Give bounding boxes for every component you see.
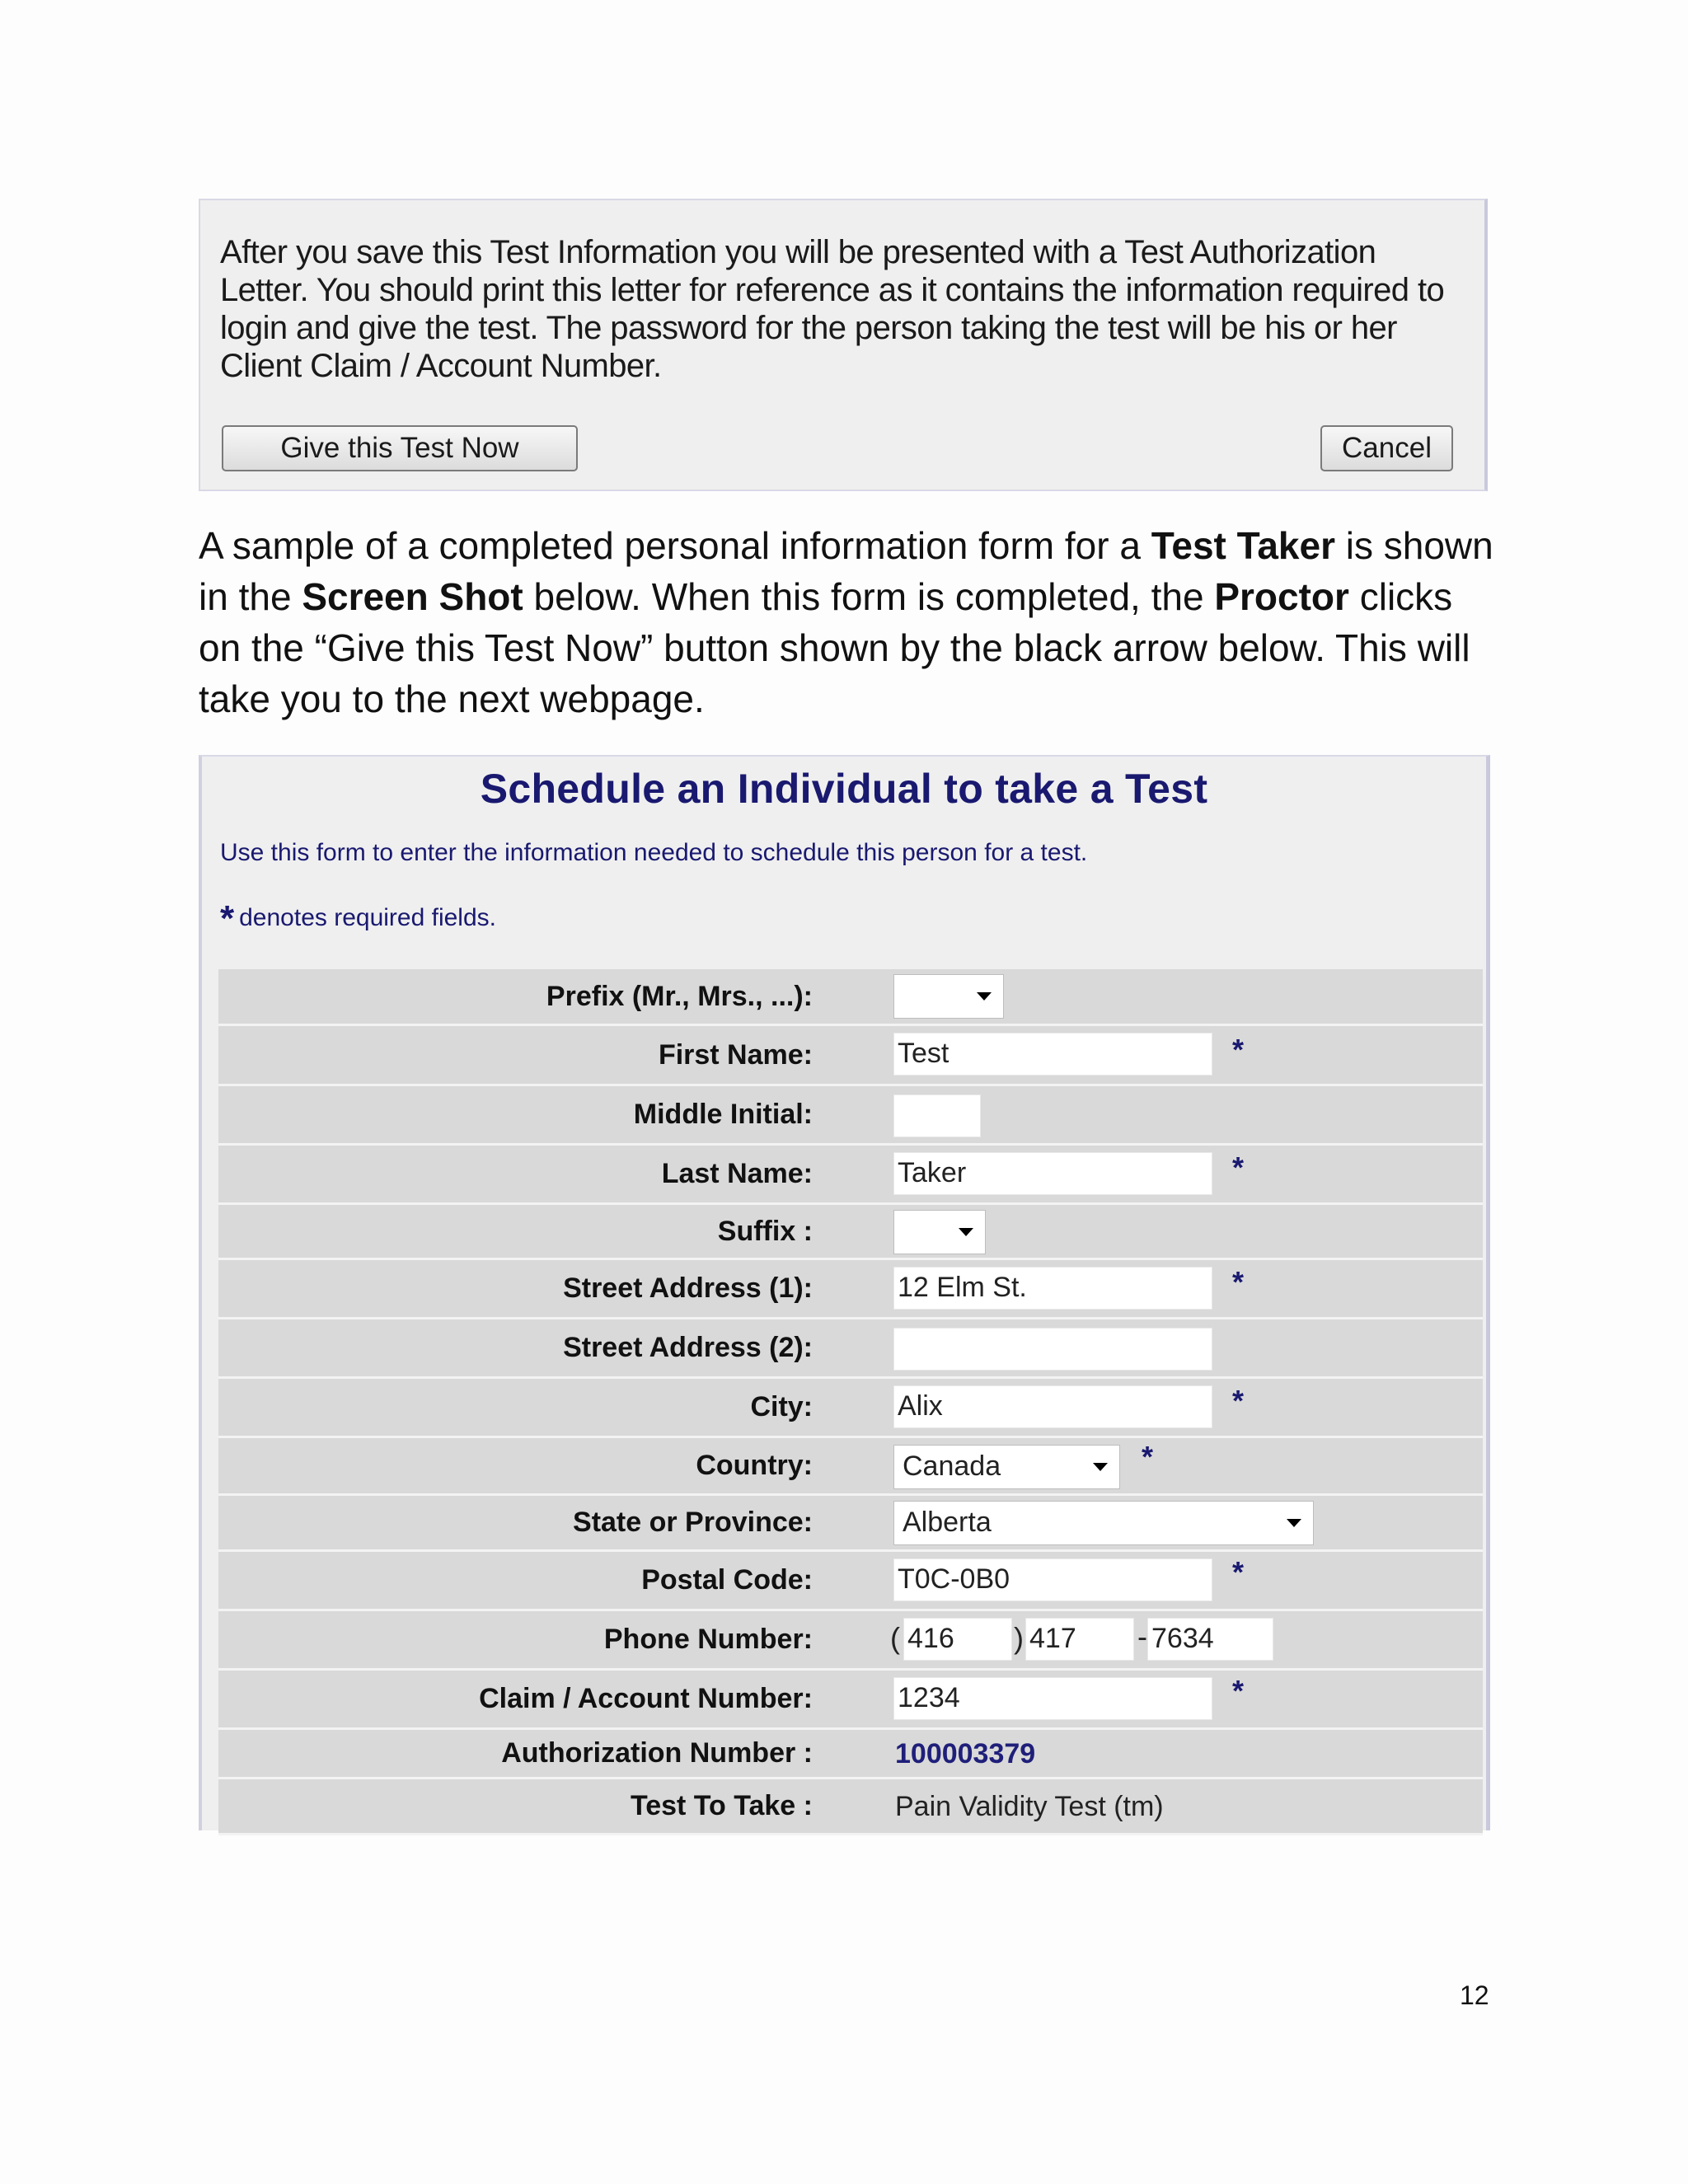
- phone-row: [218, 1611, 1483, 1671]
- schedule-form-panel: [199, 755, 1490, 1830]
- required-star-icon: *: [220, 898, 235, 939]
- prefix-label: Prefix (Mr., Mrs., ...):: [546, 980, 813, 1012]
- required-star-icon: *: [1232, 1265, 1245, 1299]
- street-address-2-input[interactable]: [893, 1328, 1212, 1371]
- suffix-row: [218, 1205, 1483, 1260]
- cancel-button[interactable]: Cancel: [1320, 425, 1453, 471]
- phone-close-paren: ): [1014, 1621, 1024, 1655]
- chevron-down-icon: [977, 992, 992, 1001]
- save-info-panel: [199, 199, 1488, 491]
- phone-line-input[interactable]: 7634: [1147, 1618, 1273, 1661]
- form-instructions: Use this form to enter the information needed to schedule this person for a test.: [220, 839, 1088, 866]
- postal-code-input[interactable]: T0C-0B0: [893, 1558, 1212, 1601]
- required-note: * denotes required fields.: [220, 898, 496, 939]
- give-test-now-button[interactable]: Give this Test Now: [222, 425, 578, 471]
- postal-code-label: Postal Code:: [641, 1564, 813, 1596]
- state-row: [218, 1496, 1483, 1552]
- last-name-input[interactable]: Taker: [893, 1152, 1212, 1195]
- phone-area-input[interactable]: 416: [903, 1618, 1012, 1661]
- page-number: 12: [1460, 1980, 1489, 2010]
- first-name-label: First Name:: [658, 1038, 813, 1071]
- phone-open-paren: (: [890, 1621, 900, 1655]
- authorization-label: Authorization Number :: [501, 1737, 813, 1769]
- last-name-row: [218, 1146, 1483, 1205]
- suffix-select[interactable]: [893, 1210, 986, 1254]
- phone-dash: -: [1137, 1619, 1147, 1653]
- test-to-take-row: [218, 1779, 1483, 1835]
- required-star-icon: *: [1232, 1555, 1245, 1589]
- street-address-1-row: [218, 1260, 1483, 1319]
- middle-initial-label: Middle Initial:: [633, 1099, 813, 1130]
- required-star-icon: *: [1232, 1674, 1245, 1708]
- claim-account-label: Claim / Account Number:: [479, 1683, 813, 1714]
- required-star-icon: *: [1232, 1033, 1245, 1066]
- intro-paragraph: A sample of a completed personal information form for a Test Taker is shown in the Screen Shot below. When this form is completed, the Proctor clicks on the “Give this Test Now” button shown by the black arrow below. This will take you to the next webpage.: [199, 524, 1493, 720]
- street-address-1-label: Street Address (1):: [563, 1272, 813, 1304]
- suffix-label: Suffix :: [717, 1215, 813, 1247]
- street-address-1-input[interactable]: 12 Elm St.: [893, 1267, 1212, 1310]
- prefix-select[interactable]: [893, 974, 1004, 1019]
- first-name-input[interactable]: Test: [893, 1033, 1212, 1076]
- first-name-row: [218, 1026, 1483, 1086]
- city-label: City:: [750, 1391, 813, 1422]
- street-address-2-row: [218, 1319, 1483, 1379]
- prefix-row: [218, 969, 1483, 1026]
- phone-label: Phone Number:: [603, 1624, 813, 1655]
- state-label: State or Province:: [573, 1507, 813, 1538]
- chevron-down-icon: [1093, 1463, 1108, 1471]
- street-address-2-label: Street Address (2):: [563, 1332, 813, 1363]
- phone-prefix-input[interactable]: 417: [1025, 1618, 1134, 1661]
- country-label: Country:: [696, 1450, 813, 1481]
- city-row: [218, 1379, 1483, 1438]
- city-input[interactable]: Alix: [893, 1385, 1212, 1428]
- claim-account-row: [218, 1671, 1483, 1730]
- state-select[interactable]: Alberta: [893, 1501, 1314, 1545]
- required-star-icon: *: [1232, 1151, 1245, 1184]
- test-to-take-value: Pain Validity Test (tm): [895, 1791, 1164, 1822]
- middle-initial-row: [218, 1086, 1483, 1146]
- authorization-number: 100003379: [895, 1738, 1036, 1769]
- form-title: Schedule an Individual to take a Test: [480, 766, 1208, 812]
- country-row: [218, 1438, 1483, 1496]
- chevron-down-icon: [1287, 1519, 1301, 1527]
- country-select[interactable]: Canada: [893, 1445, 1120, 1489]
- form-rows: [218, 969, 1483, 1835]
- claim-account-input[interactable]: 1234: [893, 1677, 1212, 1720]
- test-to-take-label: Test To Take :: [630, 1790, 813, 1821]
- authorization-row: [218, 1730, 1483, 1779]
- required-star-icon: *: [1232, 1384, 1245, 1418]
- save-info-message: After you save this Test Information you will be presented with a Test Authorization Letter. You should print this letter for reference as it contains the information required to login and give the test. The password for the person taking the test will be his or her Client Claim / Account Number.: [220, 234, 1445, 384]
- required-star-icon: *: [1142, 1440, 1154, 1474]
- last-name-label: Last Name:: [661, 1158, 813, 1189]
- chevron-down-icon: [959, 1228, 973, 1236]
- postal-code-row: [218, 1552, 1483, 1611]
- middle-initial-input[interactable]: [893, 1094, 981, 1137]
